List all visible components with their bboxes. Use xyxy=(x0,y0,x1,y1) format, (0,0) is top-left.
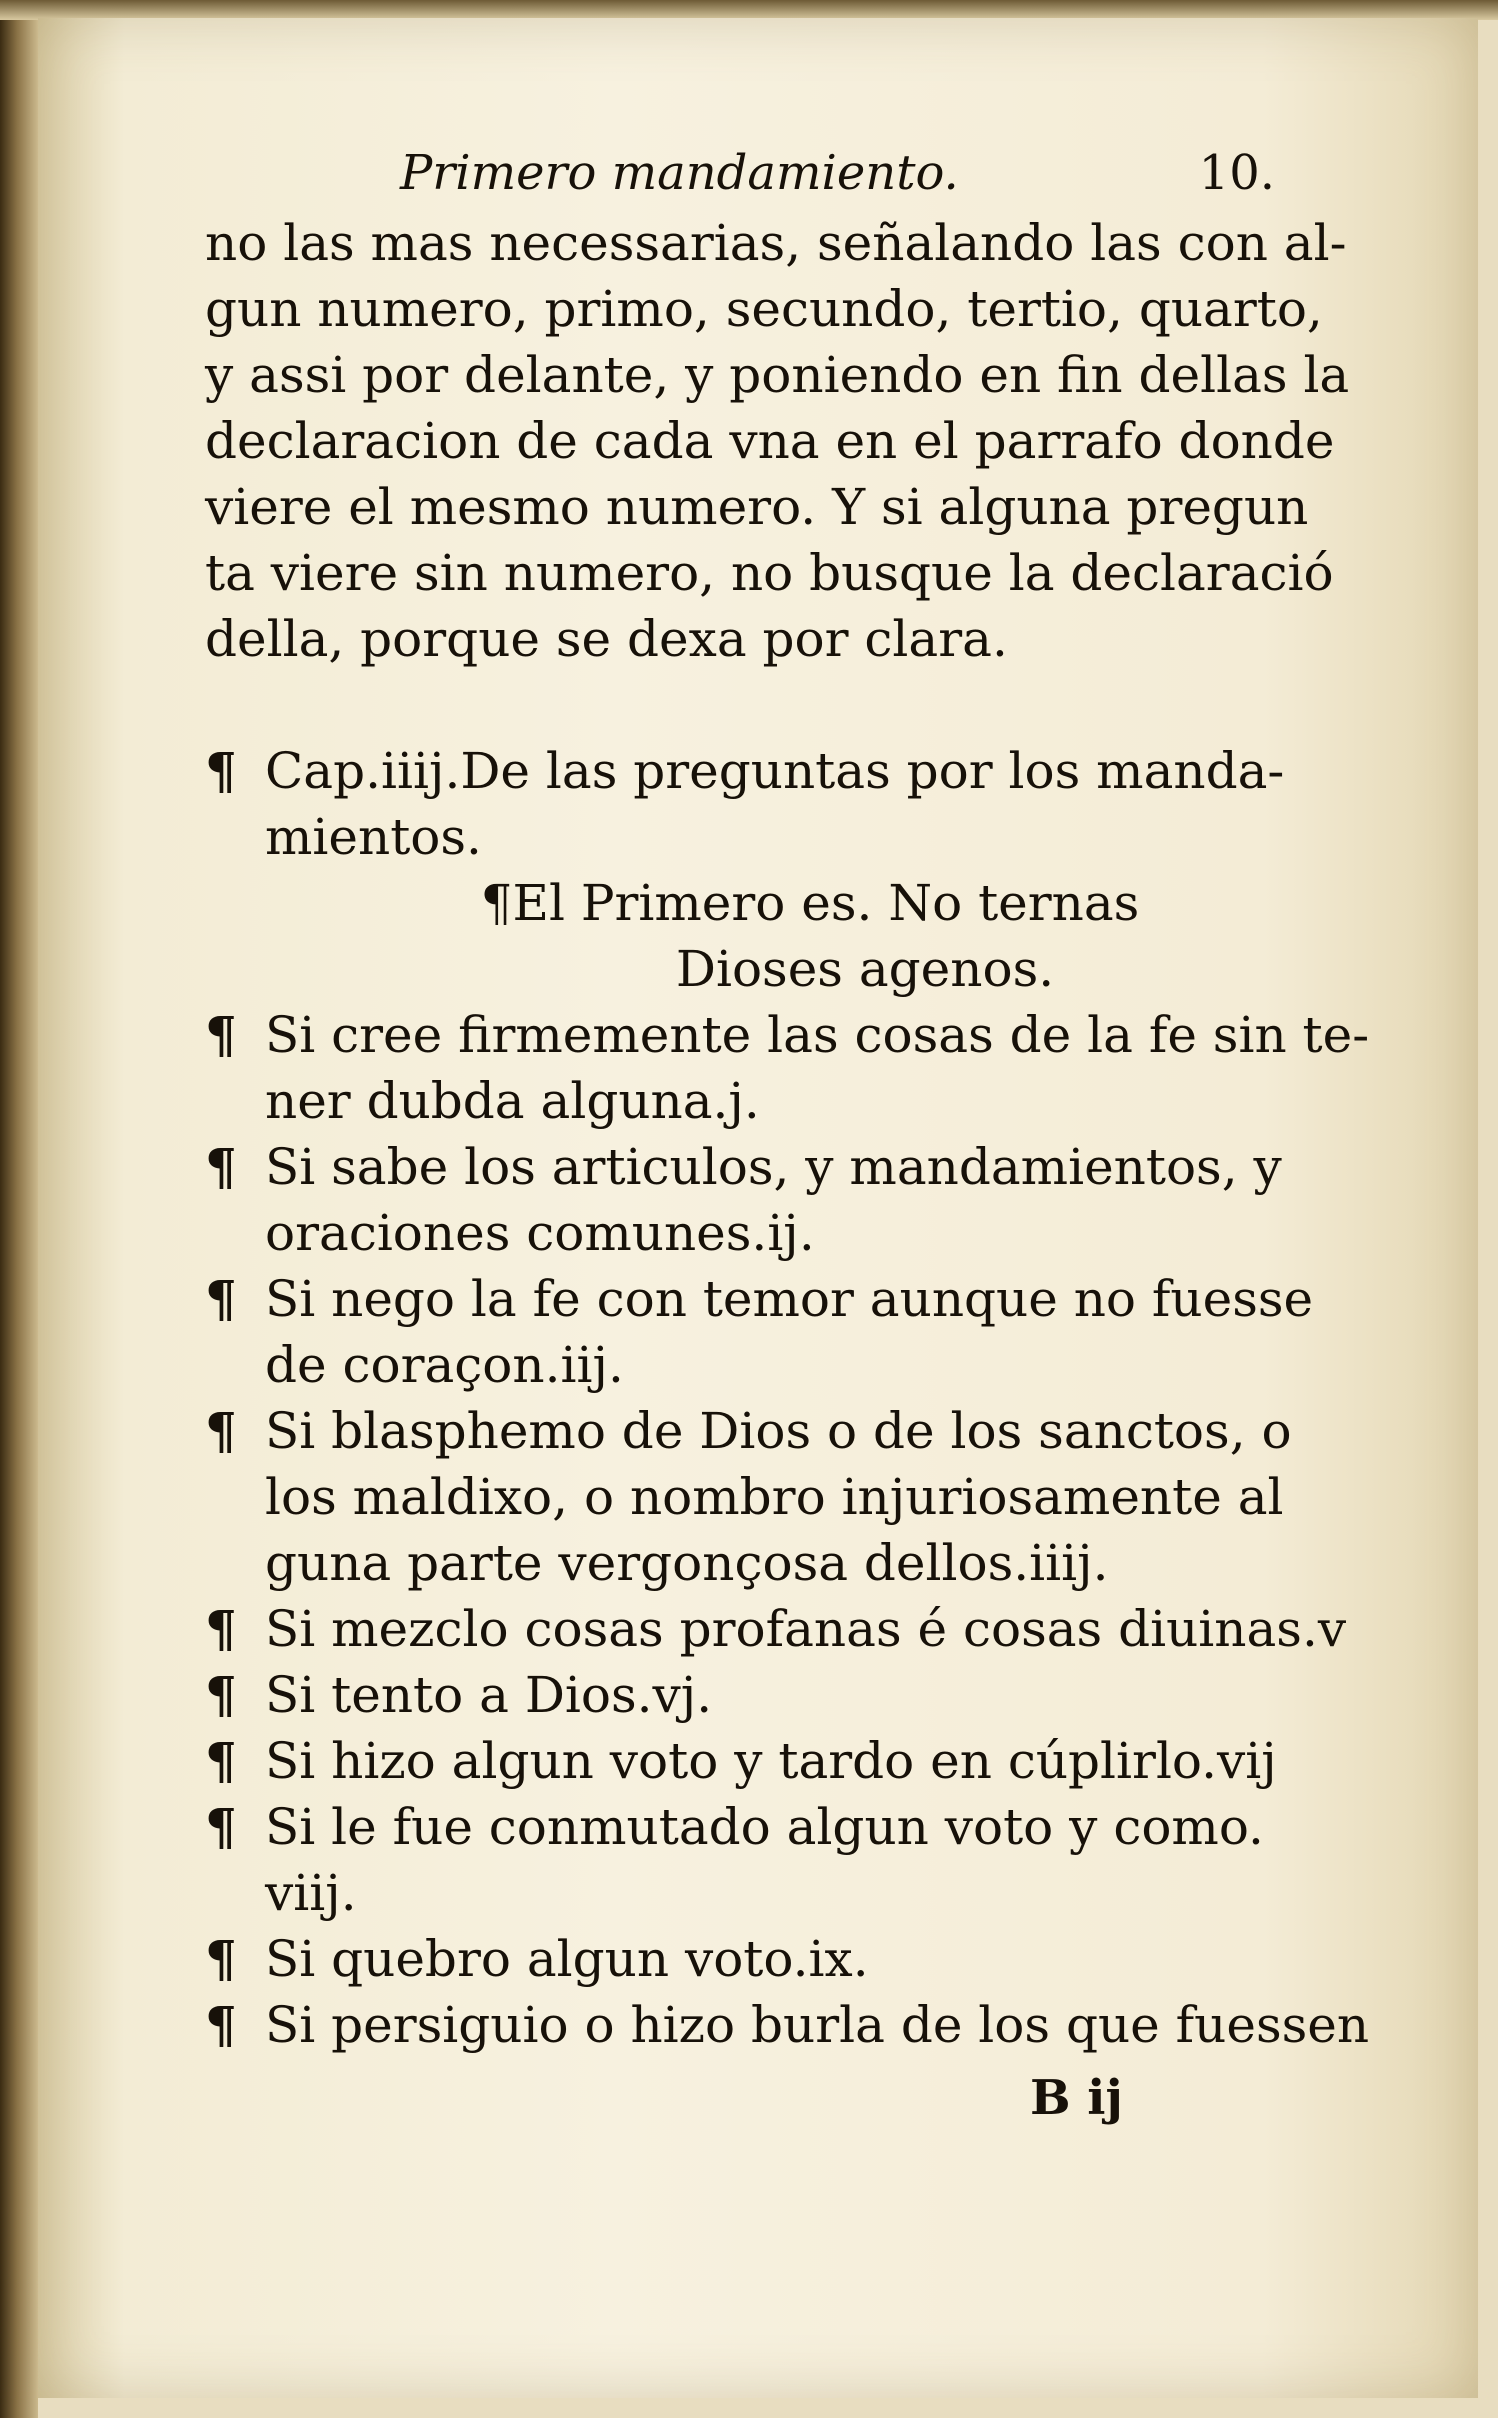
item-text: Si sabe los articulos, y mandamientos, y xyxy=(265,1138,1282,1196)
intro-line: della, porque se dexa por clara. xyxy=(205,610,1008,668)
question-list xyxy=(205,1002,1370,2058)
intro-line: no las mas necessarias, señalando las con al- xyxy=(205,214,1347,272)
pilcrow-mark: ¶ xyxy=(205,1797,237,1856)
page-text xyxy=(205,140,1370,2058)
list-item xyxy=(205,1926,1295,1992)
pilcrow-mark: ¶ xyxy=(205,1005,237,1064)
item-text: Si quebro algun voto.ix. xyxy=(265,1930,869,1988)
pilcrow-mark: ¶ xyxy=(205,1995,237,2054)
signature-mark: B ij xyxy=(1030,2070,1123,2126)
intro-paragraph xyxy=(205,210,1350,672)
item-text: los maldixo, o nombro injuriosamente al xyxy=(265,1468,1284,1526)
pilcrow-mark: ¶ xyxy=(205,1401,237,1460)
chapter-line-2: mientos. xyxy=(265,808,482,866)
pilcrow-mark: ¶ xyxy=(205,1665,237,1724)
pilcrow-mark: ¶ xyxy=(205,1599,237,1658)
list-item xyxy=(205,1002,1370,1134)
header-title: Primero mandamiento. xyxy=(400,145,959,201)
item-text: Si le fue conmutado algun voto y como. xyxy=(265,1798,1264,1856)
list-item xyxy=(205,1266,1314,1398)
running-header xyxy=(400,140,1295,206)
item-text: Si mezclo cosas profanas é cosas diuinas.v xyxy=(265,1600,1347,1658)
item-text: Si persiguio o hizo burla de los que fuessen xyxy=(265,1996,1370,2054)
page-top-edge xyxy=(0,0,1498,20)
list-item xyxy=(205,1398,1295,1596)
list-item xyxy=(205,1596,1347,1662)
list-item xyxy=(205,1794,1295,1926)
item-text: de coraçon.iij. xyxy=(265,1336,624,1394)
intro-line: y assi por delante, y poniendo en fin dellas la xyxy=(205,346,1350,404)
item-text: ner dubda alguna.j. xyxy=(265,1072,760,1130)
commandment-line-1: El Primero es. No ternas xyxy=(512,874,1140,932)
item-text: Si tento a Dios.vj. xyxy=(265,1666,713,1724)
item-text: Si nego la fe con temor aunque no fuesse xyxy=(265,1270,1314,1328)
pilcrow-mark: ¶ xyxy=(205,1137,237,1196)
list-item xyxy=(205,1134,1295,1266)
list-item xyxy=(205,1662,1295,1728)
intro-line: viere el mesmo numero. Y si alguna pregun xyxy=(205,478,1309,536)
item-text: Si cree firmemente las cosas de la fe sin te- xyxy=(265,1006,1370,1064)
chapter-heading xyxy=(205,738,1295,870)
pilcrow-mark: ¶ xyxy=(205,1269,237,1328)
intro-line: declaracion de cada vna en el parrafo donde xyxy=(205,412,1335,470)
pilcrow-mark: ¶ xyxy=(205,741,237,800)
pilcrow-mark: ¶ xyxy=(205,1929,237,1988)
pilcrow-mark: ¶ xyxy=(205,1731,237,1790)
item-text: Si hizo algun voto y tardo en cúplirlo.vij xyxy=(265,1732,1277,1790)
item-text: Si blasphemo de Dios o de los sanctos, o xyxy=(265,1402,1292,1460)
intro-line: ta viere sin numero, no busque la declaració xyxy=(205,544,1334,602)
page-number: 10. xyxy=(1198,145,1275,201)
binding-gutter xyxy=(0,0,38,2418)
item-text: oraciones comunes.ij. xyxy=(265,1204,815,1262)
item-text: guna parte vergonçosa dellos.iiij. xyxy=(265,1534,1109,1592)
pilcrow-mark: ¶ xyxy=(480,874,513,932)
intro-line: gun numero, primo, secundo, tertio, quarto, xyxy=(205,280,1323,338)
commandment-heading xyxy=(205,870,1295,1002)
chapter-line-1: Cap.iiij.De las preguntas por los manda- xyxy=(265,742,1285,800)
commandment-line-2: Dioses agenos. xyxy=(675,940,1055,998)
list-item xyxy=(205,1728,1295,1794)
list-item xyxy=(205,1992,1370,2058)
item-text: viij. xyxy=(265,1864,357,1922)
